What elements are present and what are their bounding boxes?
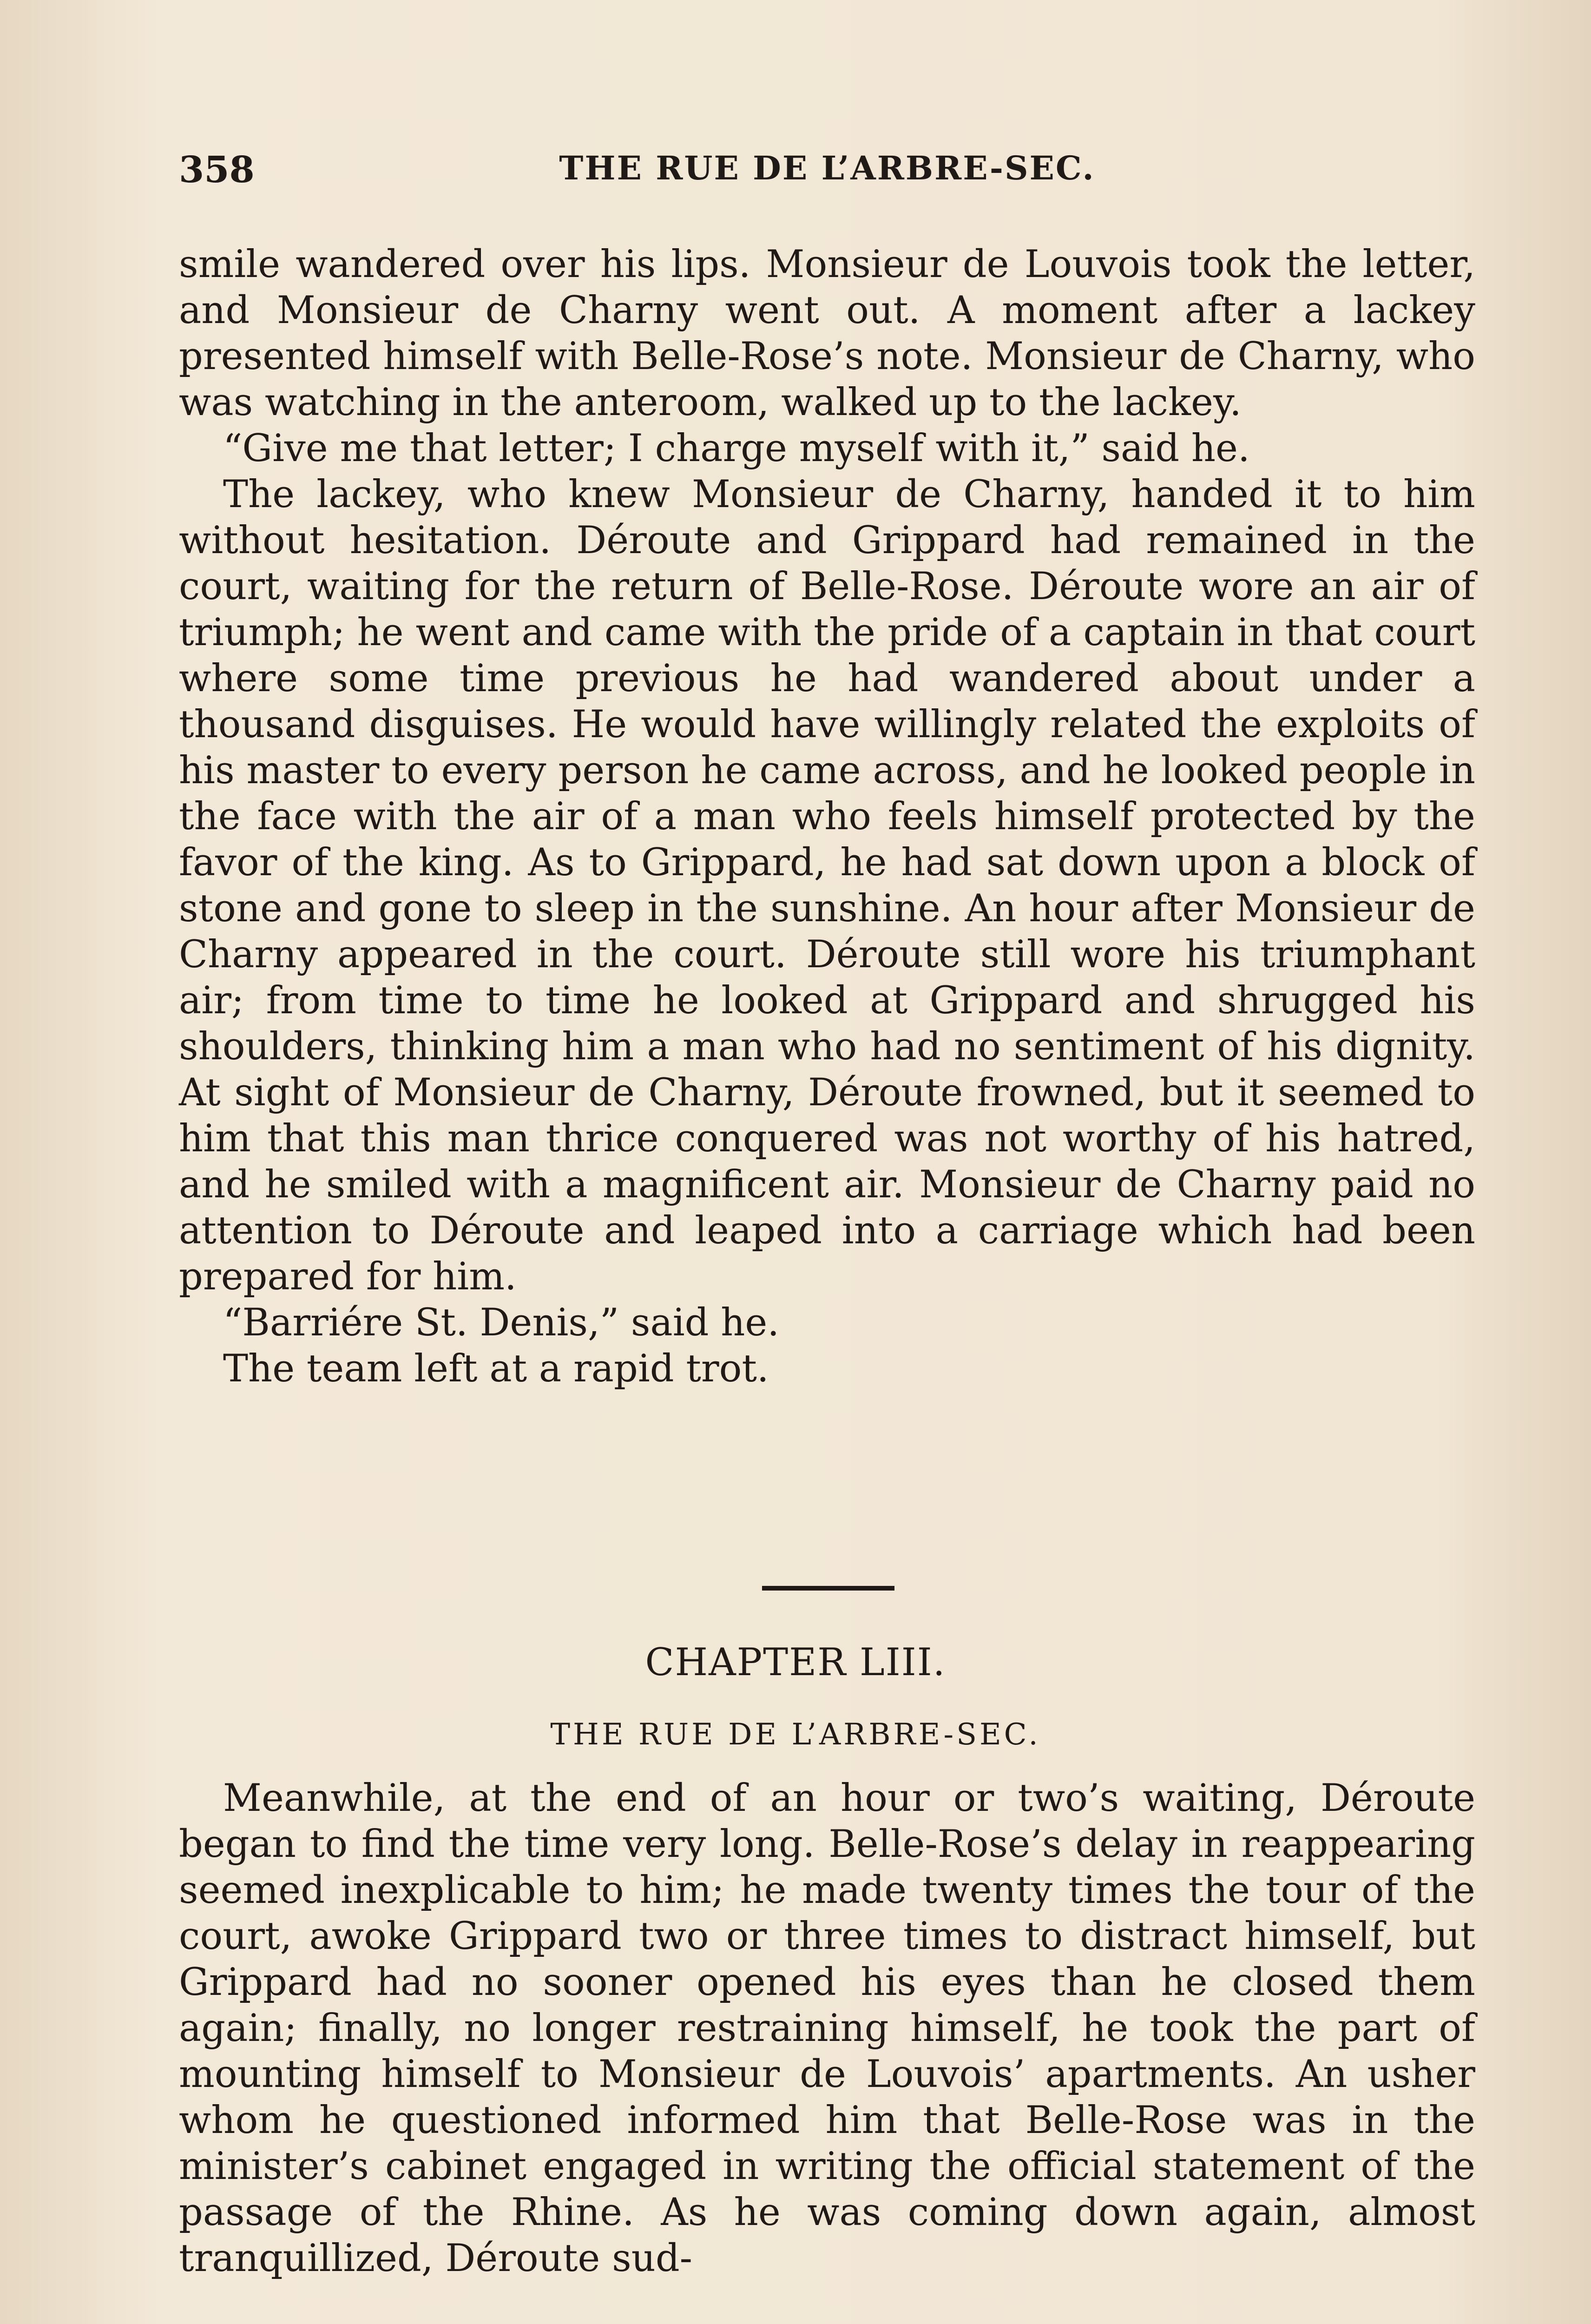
- continuation-paragraph: smile wandered over his lips. Monsieur de Louvois took the letter, and Monsieur de Charny went out. A moment after a lackey presented himself with Belle-Rose’s note. Monsieur de Charny, who was watching in the anteroom, walked up to the lackey.: [179, 243, 1475, 424]
- page-number: 358: [179, 149, 255, 191]
- page-header: [179, 149, 1475, 205]
- top-text-block: [179, 242, 1475, 1392]
- dialogue-paragraph-1: “Give me that letter; I charge myself with it,” said he.: [223, 427, 1250, 470]
- running-title: THE RUE DE L’ARBRE-SEC.: [559, 149, 1095, 187]
- section-divider: [762, 1586, 894, 1591]
- chapter-paragraph: Meanwhile, at the end of an hour or two’s waiting, Déroute began to find the time very long. Belle-Rose’s delay in reappearing seemed inexplicable to him; he made twenty times the tour of the court, awoke Grippard two or three times to distract himself, but Grippard had no sooner opened his eyes than he closed them again; finally, no longer restraining himself, he took the part of mounting himself to Monsieur de Louvois’ apartments. An usher whom he questioned informed him that Belle-Rose was in the minister’s cabinet engaged in writing the official statement of the passage of the Rhine. As he was coming down again, almost tranquillized, Déroute sud-: [179, 1776, 1475, 2280]
- chapter-text-block: [179, 1776, 1475, 2282]
- closing-paragraph: The team left at a rapid trot.: [223, 1347, 769, 1391]
- chapter-title: CHAPTER LIII.: [645, 1641, 946, 1684]
- narrative-paragraph: The lackey, who knew Monsieur de Charny, handed it to him without hesitation. Déroute and Grippard had remained in the court, waiting for the return of Belle-Rose. Déroute wore an air of triumph; he went and came with the pride of a captain in that court where some time previous he had wandered about under a thousand disguises. He would have willingly related the exploits of his master to every person he came across, and he looked people in the face with the air of a man who feels himself protected by the favor of the king. As to Grippard, he had sat down upon a block of stone and gone to sleep in the sunshine. An hour after Monsieur de Charny appeared in the court. Déroute still wore his triumphant air; from time to time he looked at Grippard and shrugged his shoulders, thinking him a man who had no sentiment of his dignity. At sight of Monsieur de Charny, Déroute frowned, but it seemed to him that this man thrice conquered was not worthy of his hatred, and he smiled with a magnificent air. Monsieur de Charny paid no attention to Déroute and leaped into a carriage which had been prepared for him.: [179, 473, 1475, 1299]
- chapter-subtitle: THE RUE DE L’ARBRE-SEC.: [550, 1717, 1041, 1752]
- dialogue-paragraph-2: “Barriére St. Denis,” said he.: [223, 1301, 780, 1345]
